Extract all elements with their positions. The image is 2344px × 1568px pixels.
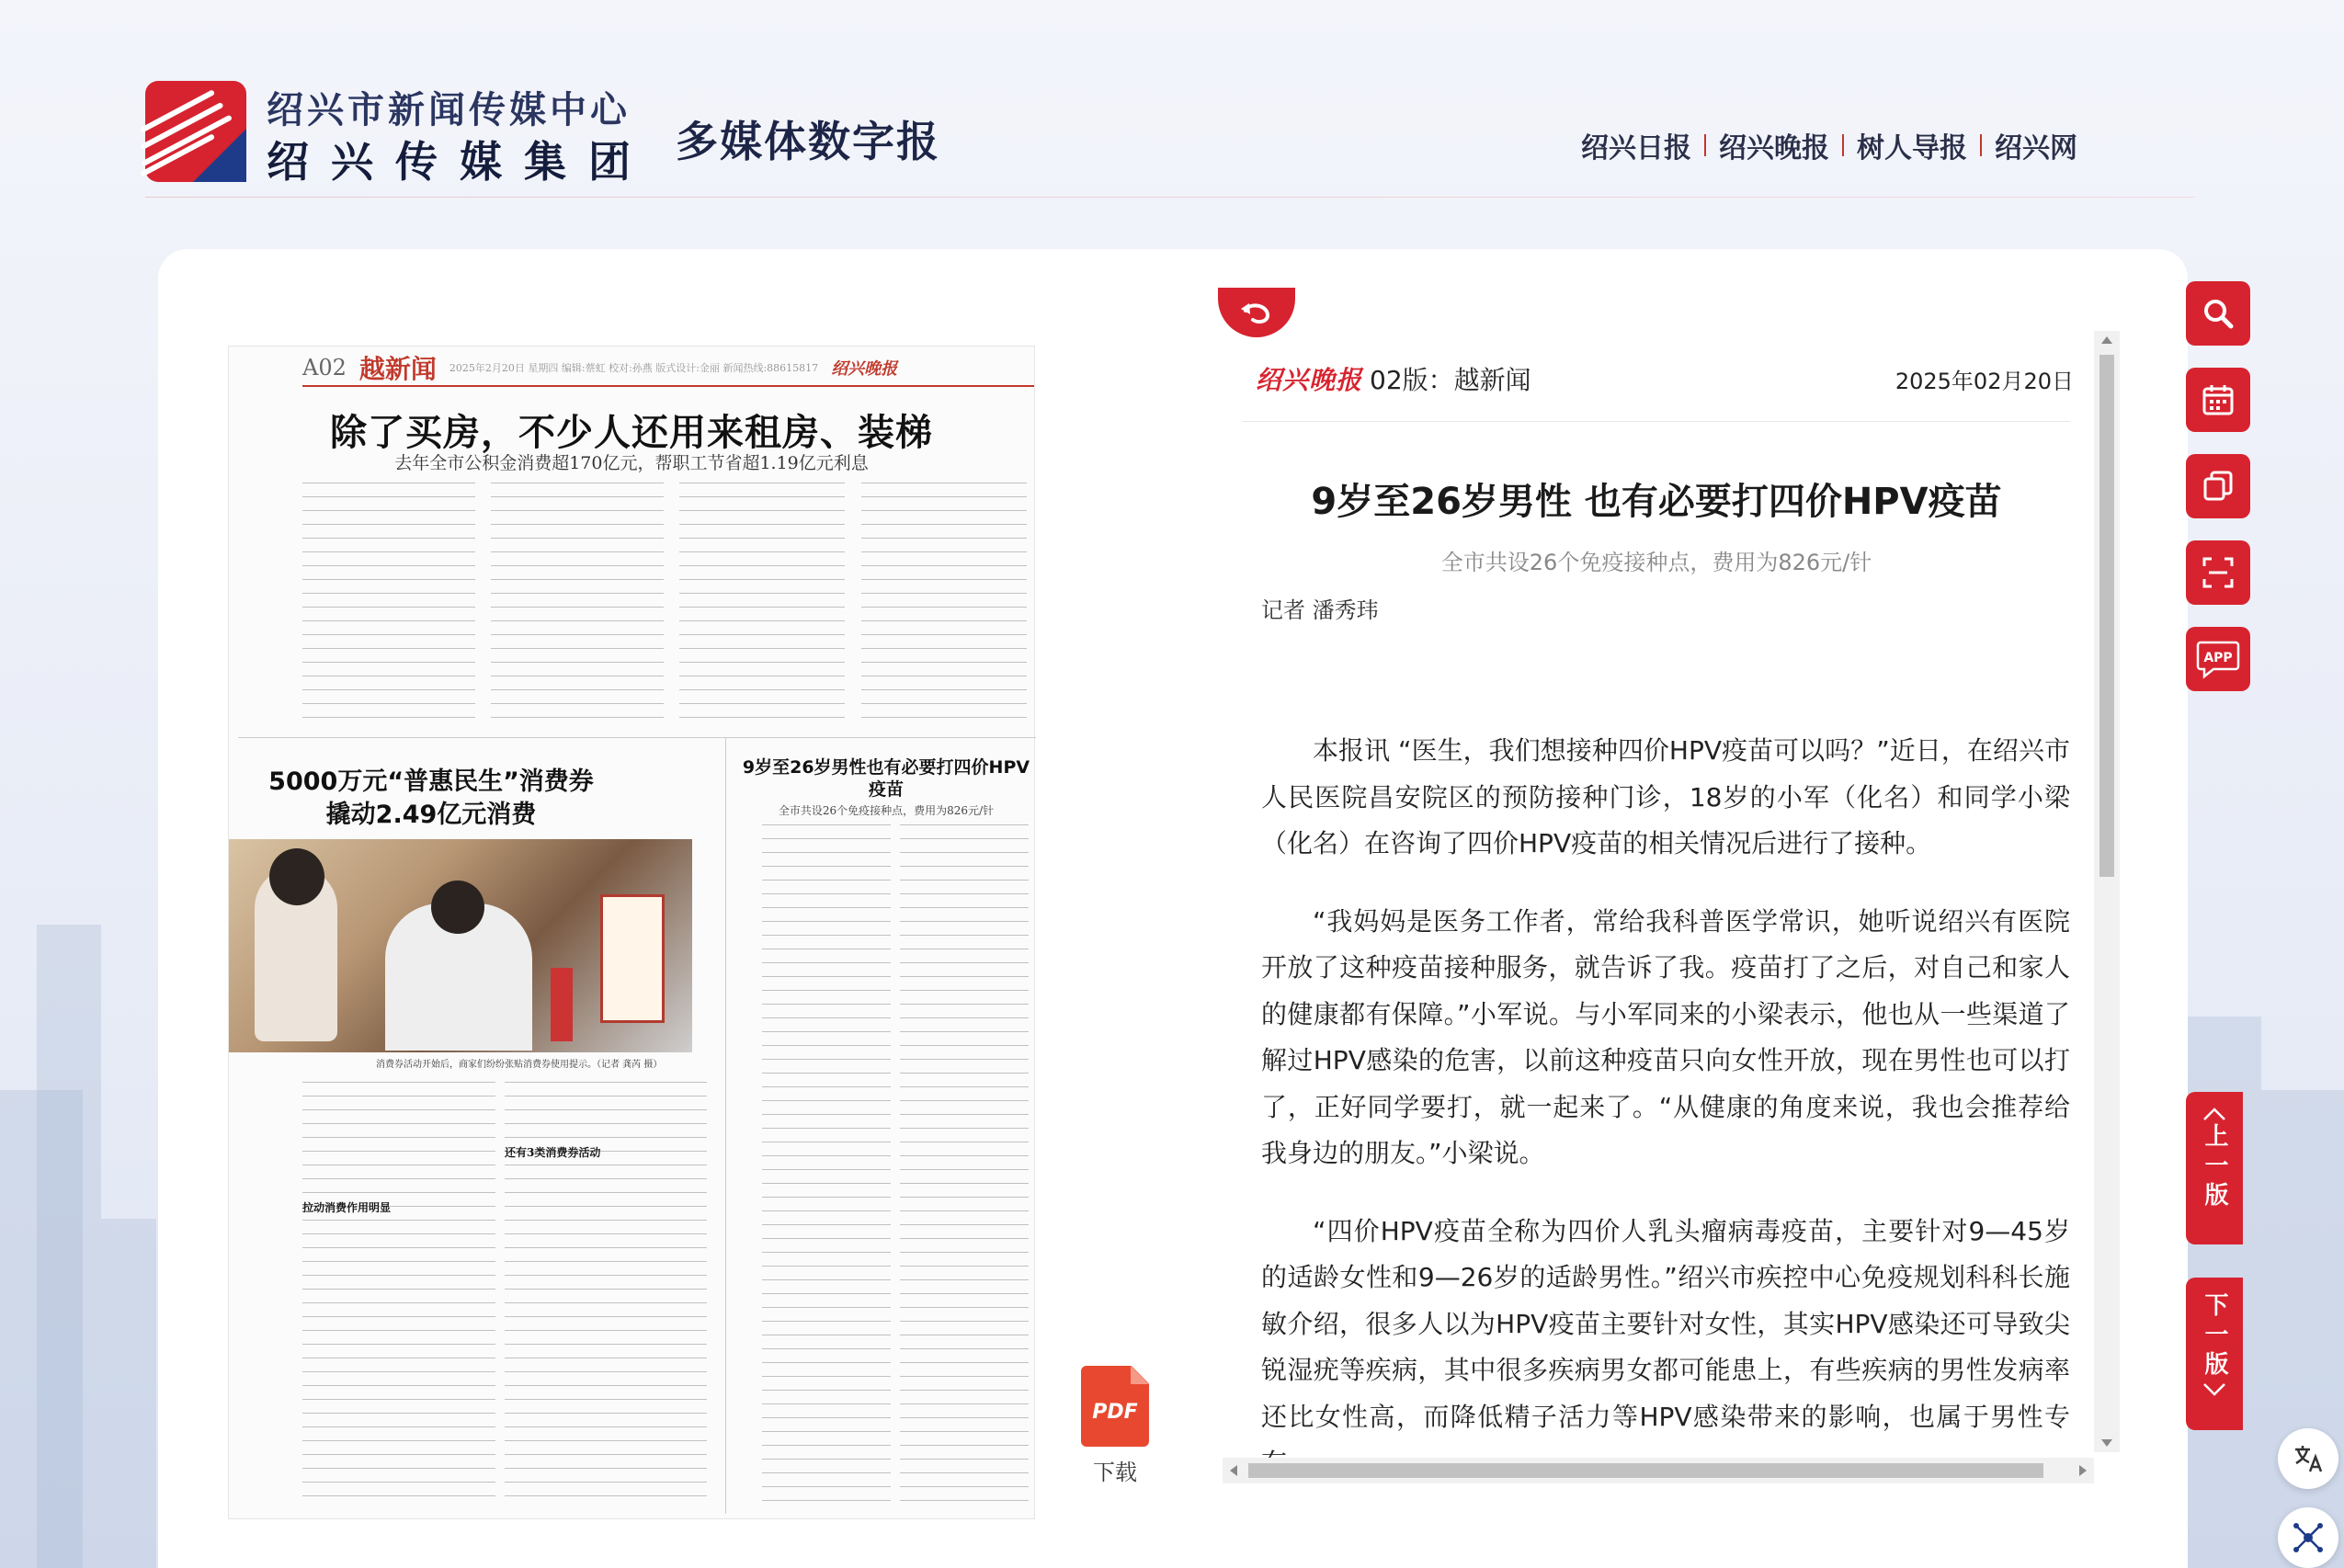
paper-article-headline[interactable]: 5000万元“普惠民生”消费券撬动2.49亿元消费: [268, 767, 594, 829]
paper-article-headline[interactable]: 9岁至26岁男性也有必要打四价HPV疫苗: [742, 757, 1030, 800]
nav-separator: [1980, 134, 1982, 156]
search-icon: [2201, 296, 2236, 331]
paper-article-subhead: 去年全市公积金消费超170亿元，帮职工节省超1.19亿元利息: [394, 453, 869, 473]
paper-section-rule: [238, 737, 1036, 738]
paper-text-column: [302, 483, 475, 731]
app-icon: [2195, 639, 2241, 679]
scroll-right-arrow-icon[interactable]: [2079, 1465, 2087, 1476]
back-arrow-icon: [1238, 298, 1275, 327]
app-label: APP: [2203, 651, 2233, 665]
pdf-download-button[interactable]: [1077, 1366, 1153, 1485]
scan-icon: [2201, 555, 2236, 590]
chevron-down-icon: [2201, 1381, 2228, 1399]
scrollbar-thumb[interactable]: [2099, 355, 2114, 877]
calendar-button[interactable]: [2186, 368, 2250, 432]
accessibility-button[interactable]: [2278, 1507, 2338, 1568]
paper-masthead: 绍兴晚报: [831, 359, 898, 379]
article-panel: [1243, 333, 2162, 1482]
pdf-icon-text: PDF: [1092, 1401, 1138, 1424]
header-divider: [145, 197, 2195, 198]
paper-text-column: [679, 483, 845, 731]
paper-page-number: A02: [302, 355, 347, 381]
translate-button[interactable]: [2278, 1428, 2338, 1489]
article-title: 9岁至26岁男性 也有必要打四价HPV疫苗: [1311, 481, 2002, 523]
article-masthead: 绍兴晚报: [1256, 365, 1363, 395]
site-header: [0, 0, 2344, 202]
paper-photo: [229, 839, 692, 1052]
search-button[interactable]: [2186, 281, 2250, 346]
next-page-button[interactable]: [2186, 1278, 2243, 1430]
chevron-up-icon: [2201, 1105, 2228, 1123]
nav-separator: [1704, 134, 1706, 156]
paper-minihead: 拉动消费作用明显: [302, 1201, 392, 1214]
paper-header-info: 2025年2月20日 星期四 编辑:蔡虹 校对:孙燕 版式设计:金丽 新闻热线:88615817: [449, 362, 819, 374]
scrollbar-thumb[interactable]: [1248, 1463, 2043, 1478]
article-meta: [1256, 360, 2074, 397]
article-date: 2025年02月20日: [1895, 368, 2074, 394]
media-center-logo[interactable]: [145, 81, 246, 182]
article-author: 记者 潘秀玮: [1261, 597, 1379, 623]
article-body: [1261, 728, 2070, 1432]
article-meta-divider: [1243, 421, 2070, 422]
article-vertical-scrollbar[interactable]: [2094, 331, 2120, 1452]
nav-link-shaoxing-evening[interactable]: 绍兴晚报: [1719, 132, 1829, 165]
app-download-button[interactable]: [2186, 627, 2250, 691]
scroll-left-arrow-icon[interactable]: [1230, 1465, 1237, 1476]
paper-article-subhead: 全市共设26个免疫接种点，费用为826元/针: [778, 804, 995, 817]
product-name: 多媒体数字报: [676, 117, 940, 166]
paper-photo-caption: 消费券活动开始后，商家们纷纷张贴消费券使用提示。（记者 龚芮 摄）: [376, 1060, 663, 1070]
calendar-icon: [2201, 382, 2236, 417]
article-subtitle: 全市共设26个免疫接种点，费用为826元/针: [1440, 550, 1872, 575]
org-name-line1: 绍兴市新闻传媒中心: [267, 88, 631, 131]
translate-icon: [2292, 1442, 2325, 1475]
paper-page-header: [302, 354, 1025, 384]
prev-page-button[interactable]: [2186, 1092, 2243, 1244]
nav-separator: [1842, 134, 1844, 156]
copy-button[interactable]: [2186, 454, 2250, 518]
paper-text-column: [762, 824, 891, 1505]
article-edition: 02版：越新闻: [1370, 365, 1531, 395]
article-paragraph: 本报讯 “医生，我们想接种四价HPV疫苗可以吗？”近日，在绍兴市人民医院昌安院区的预防接种门诊，18岁的小军（化名）和同学小梁（化名）在咨询了四价HPV疫苗的相关情况后进行了接种。: [1261, 735, 2070, 858]
next-page-label: 下一版: [2201, 1292, 2228, 1381]
nav-link-shuren-daobao[interactable]: 树人导报: [1857, 132, 1967, 165]
paper-text-column: [900, 824, 1029, 1505]
scan-button[interactable]: [2186, 540, 2250, 605]
scroll-down-arrow-icon[interactable]: [2101, 1439, 2112, 1447]
scroll-up-arrow-icon[interactable]: [2101, 336, 2112, 344]
pdf-download-label: 下载: [1093, 1460, 1137, 1485]
paper-column-rule: [725, 737, 726, 1514]
nav-link-shaoxing-daily[interactable]: 绍兴日报: [1581, 132, 1691, 165]
org-name-line2: 绍兴传媒集团: [267, 137, 653, 187]
network-icon: [2291, 1520, 2326, 1555]
article-horizontal-scrollbar[interactable]: [1223, 1458, 2094, 1483]
copy-icon: [2201, 469, 2236, 504]
article-paragraph: “我妈妈是医务工作者，常给我科普医学常识，她听说绍兴有医院开放了这种疫苗接种服务，就告诉了我。疫苗打了之后，对自己和家人的健康都有保障。”小军说。与小军同来的小梁表示，他也从一些渠道了解过HPV感染的危害，以前这种疫苗只向女性开放，现在男性也可以打了，正好同学要打，就一起来了。“从健康的角度来说，我也会推荐给我身边的朋友。”小梁说。: [1261, 905, 2070, 1168]
nav-link-shaoxing-net[interactable]: 绍兴网: [1995, 132, 2077, 165]
prev-page-label: 上一版: [2201, 1123, 2228, 1211]
paper-minihead: 还有3类消费券活动: [505, 1146, 601, 1159]
paper-section-name: 越新闻: [358, 354, 437, 384]
paper-text-column: [302, 1082, 495, 1505]
paper-header-rule: [302, 385, 1034, 387]
paper-text-column: [491, 483, 664, 731]
paper-text-column: [861, 483, 1027, 731]
paper-article-headline[interactable]: 除了买房，不少人还用来租房、装梯: [330, 411, 933, 454]
article-paragraph: “四价HPV疫苗全称为四价人乳头瘤病毒疫苗，主要针对9—45岁的适龄女性和9—26岁的适龄男性。”绍兴市疾控中心免疫规划科科长施敏介绍，很多人以为HPV疫苗主要针对女性，其实HPV感染还可导致尖锐湿疣等疾病，其中很多疾病男女都可能患上，有些疾病的男性发病率还比女性高，而降低精子活力等HPV感染带来的影响，也属于男性专: [1261, 1215, 2070, 1432]
top-nav: [1581, 125, 2077, 165]
newspaper-page-image[interactable]: [228, 346, 1035, 1519]
